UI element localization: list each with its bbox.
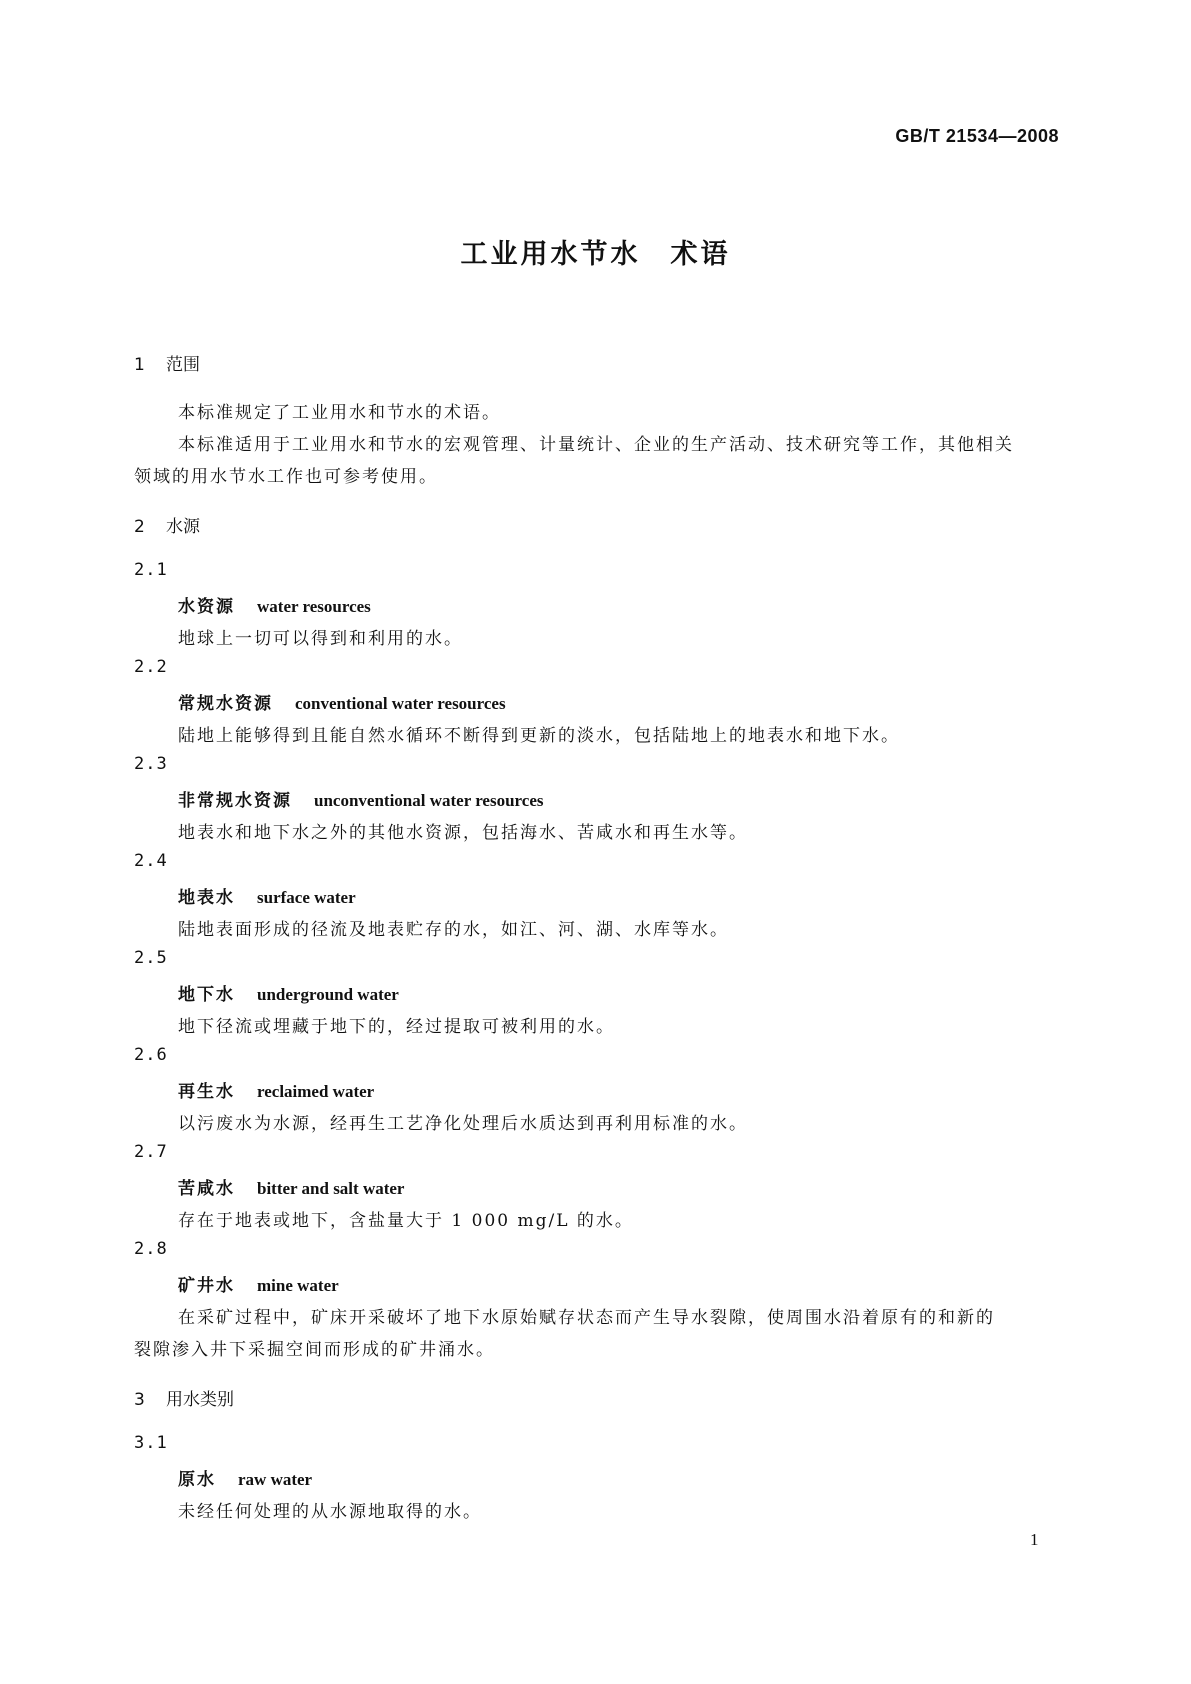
definition: 地表水和地下水之外的其他水资源，包括海水、苦咸水和再生水等。 <box>178 823 748 843</box>
term <box>178 592 371 617</box>
term-en: unconventional water resources <box>314 791 544 810</box>
definition: 未经任何处理的从水源地取得的水。 <box>178 1502 482 1522</box>
term <box>178 883 356 908</box>
definition-cont: 裂隙渗入井下采掘空间而形成的矿井涌水。 <box>134 1340 495 1360</box>
entry-number: 2.4 <box>134 851 168 871</box>
term-zh: 常规水资源 <box>178 694 273 714</box>
term <box>178 1174 404 1199</box>
term-zh: 水资源 <box>178 597 235 617</box>
term-zh: 地表水 <box>178 888 235 908</box>
definition: 地下径流或埋藏于地下的，经过提取可被利用的水。 <box>178 1017 615 1037</box>
term <box>178 786 544 811</box>
entry-number: 2.1 <box>134 560 168 580</box>
term-zh: 原水 <box>178 1470 216 1490</box>
entry-number: 2.7 <box>134 1142 168 1162</box>
term-en: water resources <box>257 597 371 616</box>
term <box>178 1465 312 1490</box>
section-number: 3 <box>134 1390 145 1410</box>
entry-number: 2.3 <box>134 754 168 774</box>
document-title: 工业用水节水 术语 <box>460 239 731 270</box>
definition: 陆地上能够得到且能自然水循环不断得到更新的淡水，包括陆地上的地表水和地下水。 <box>178 726 900 746</box>
term-zh: 矿井水 <box>178 1276 235 1296</box>
term-zh: 非常规水资源 <box>178 791 292 811</box>
standard-code: GB/T 21534—2008 <box>895 126 1059 146</box>
entry-number: 2.5 <box>134 948 168 968</box>
term <box>178 1271 339 1296</box>
term-zh: 苦咸水 <box>178 1179 235 1199</box>
section-title: 范围 <box>166 355 200 375</box>
term-en: reclaimed water <box>257 1082 375 1101</box>
term-en: underground water <box>257 985 399 1004</box>
entry-number: 2.2 <box>134 657 168 677</box>
scope-paragraph-2-cont: 领域的用水节水工作也可参考使用。 <box>134 467 438 487</box>
section-number: 2 <box>134 517 145 537</box>
section-title: 水源 <box>166 517 200 537</box>
entry-number: 3.1 <box>134 1433 168 1453</box>
section-title: 用水类别 <box>166 1390 234 1410</box>
term-zh: 地下水 <box>178 985 235 1005</box>
term-en: bitter and salt water <box>257 1179 405 1198</box>
section-number: 1 <box>134 355 145 375</box>
term-en: raw water <box>238 1470 313 1489</box>
entry-number: 2.8 <box>134 1239 168 1259</box>
definition: 在采矿过程中，矿床开采破坏了地下水原始赋存状态而产生导水裂隙，使周围水沿着原有的和新的 <box>178 1308 995 1328</box>
section-heading-2 <box>134 512 200 537</box>
section-heading-3 <box>134 1385 234 1410</box>
term <box>178 1077 374 1102</box>
scope-paragraph-2: 本标准适用于工业用水和节水的宏观管理、计量统计、企业的生产活动、技术研究等工作，其他相关 <box>178 435 1014 455</box>
section-heading-1 <box>134 350 200 375</box>
term-en: surface water <box>257 888 356 907</box>
entry-number: 2.6 <box>134 1045 168 1065</box>
definition: 存在于地表或地下，含盐量大于 1 000 mg/L 的水。 <box>178 1211 634 1231</box>
term-zh: 再生水 <box>178 1082 235 1102</box>
term-en: mine water <box>257 1276 339 1295</box>
term-en: conventional water resources <box>295 694 506 713</box>
scope-paragraph-1: 本标准规定了工业用水和节水的术语。 <box>178 403 501 423</box>
definition: 陆地表面形成的径流及地表贮存的水，如江、河、湖、水库等水。 <box>178 920 729 940</box>
term <box>178 980 399 1005</box>
term <box>178 689 506 714</box>
definition: 地球上一切可以得到和利用的水。 <box>178 629 463 649</box>
page-number: 1 <box>1030 1530 1039 1549</box>
definition: 以污废水为水源，经再生工艺净化处理后水质达到再利用标准的水。 <box>178 1114 748 1134</box>
